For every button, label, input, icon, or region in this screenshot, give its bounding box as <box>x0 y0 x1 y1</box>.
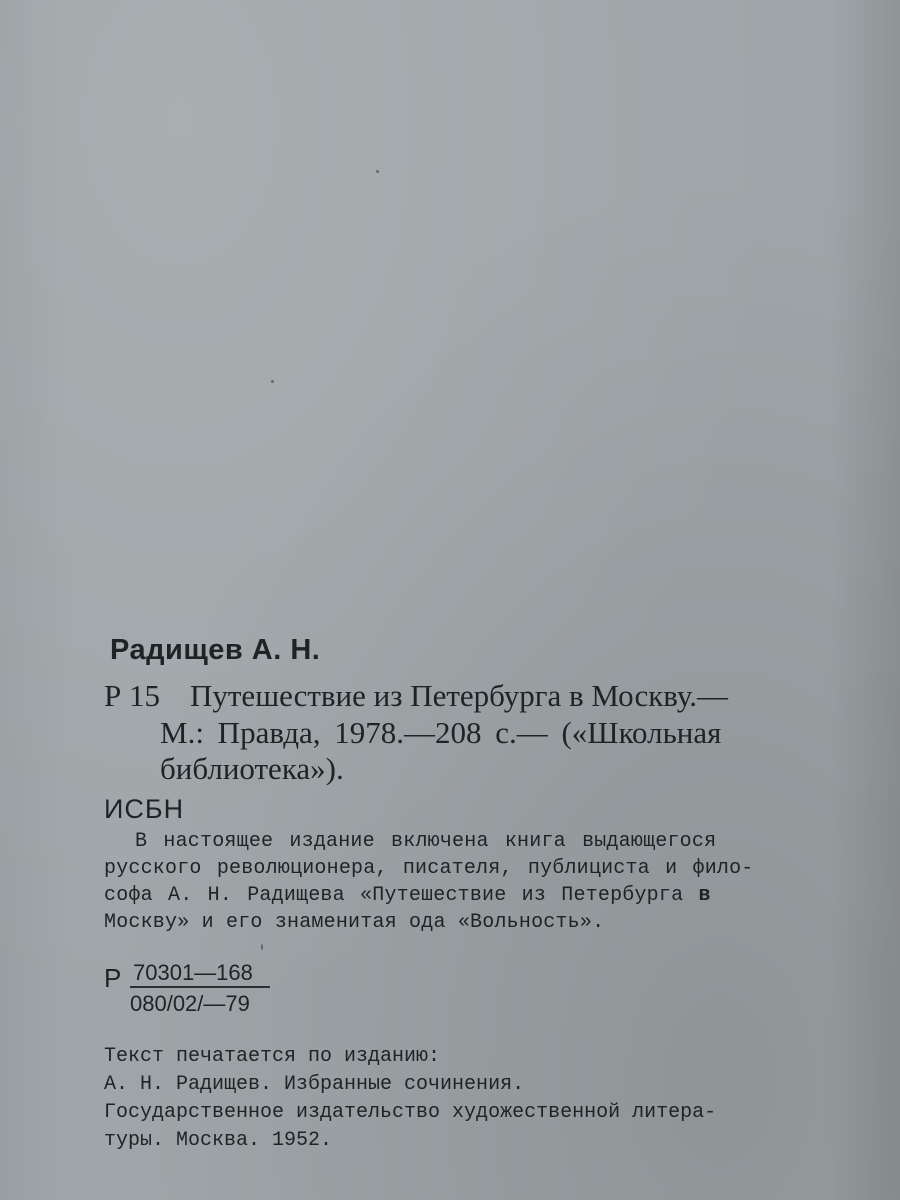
source-note-line-4: туры. Москва. 1952. <box>104 1129 333 1152</box>
bibliography-line-2: М.: Правда, 1978.—208 с.— («Школьная <box>160 715 722 750</box>
bibliography-line-3: библиотека»). <box>160 751 344 786</box>
classification-code: Р 15 <box>104 678 160 713</box>
source-note-line-3: Государственное издательство художественной литера- <box>104 1101 717 1124</box>
fraction-bar <box>130 986 270 988</box>
index-numerator: 70301—168 <box>133 960 253 985</box>
annotation-line-3 <box>104 886 711 906</box>
annotation-line-1: В настоящее издание включена книга выдающегося <box>135 830 717 853</box>
isbn-label: ИСБН <box>104 794 185 824</box>
bibliography-line-1: Путешествие из Петербурга в Москву.— <box>190 678 728 713</box>
source-note-line-1: Текст печатается по изданию: <box>104 1045 441 1068</box>
index-denominator: 080/02/—79 <box>130 991 250 1016</box>
ink-speck <box>261 944 263 950</box>
annotation-line-3-text: софа А. Н. Радищева «Путешествие из Петербурга <box>104 884 699 907</box>
annotation-line-4: Москву» и его знаменитая ода «Вольность». <box>104 911 605 934</box>
annotation-line-2: русского революционера, писателя, публициста и фило- <box>104 857 754 880</box>
ink-speck <box>376 170 379 173</box>
ink-speck <box>271 380 274 383</box>
index-letter: Р <box>104 963 122 993</box>
author-name: Радищев А. Н. <box>110 634 321 666</box>
source-note-line-2: А. Н. Радищев. Избранные сочинения. <box>104 1073 525 1096</box>
annotation-line-3-bold: в <box>698 884 711 907</box>
